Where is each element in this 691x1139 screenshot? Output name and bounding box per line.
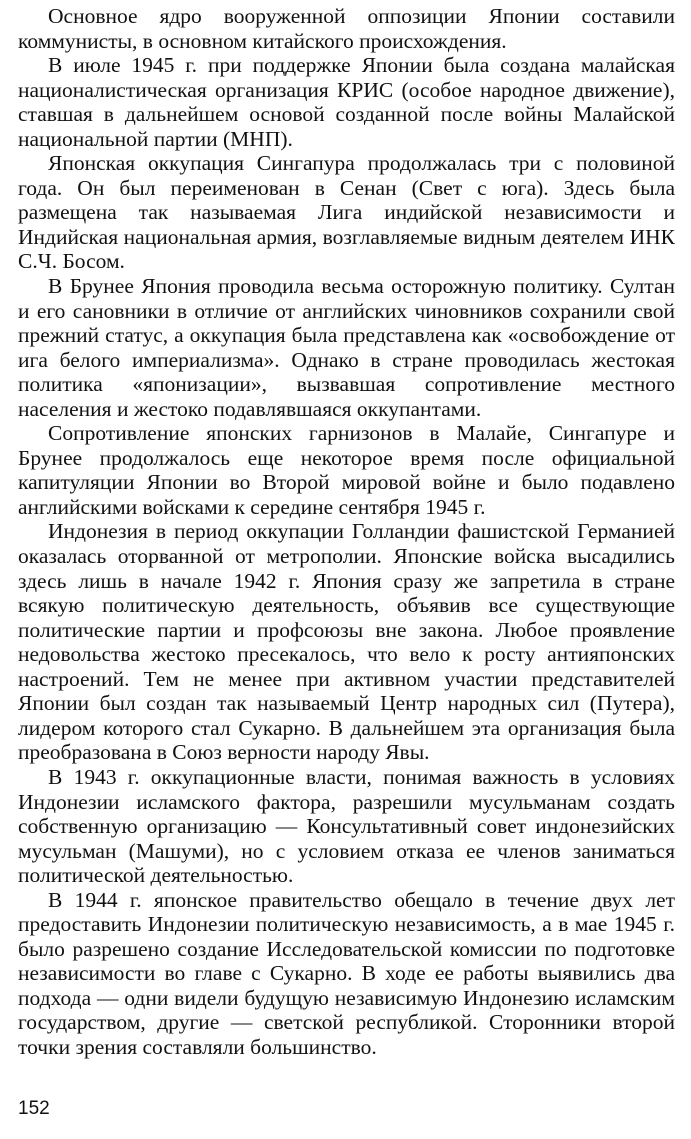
paragraph: Основное ядро вооруженной оппозиции Японии составили коммунисты, в основном китайского происхождения. — [18, 4, 675, 53]
paragraph: В 1944 г. японское правительство обещало в течение двух лет предоставить Индонезии политическую независимость, а в мае 1945 г. было разрешено создание Исследовательской комиссии по подготовке независимости во главе с Сукарно. В ходе ее работы выявились два подхода — одни видели будущую независимую Индонезию исламским государством, другие — светской республикой. Сторонники второй точки зрения составляли большинство. — [18, 887, 675, 1059]
page-number: 152 — [18, 1098, 50, 1119]
paragraph: Сопротивление японских гарнизонов в Малайе, Сингапуре и Брунее продолжалось еще некоторое время после официальной капитуляции Японии во Второй мировой войне и было подавлено английскими войсками к середине сентября 1945 г. — [18, 421, 675, 519]
paragraph: В Брунее Япония проводила весьма осторожную политику. Султан и его сановники в отличие от английских чиновников сохранили свой прежний статус, а оккупация была представлена как «освобождение от ига белого империализма». Однако в стране проводилась жестокая политика «японизации», вызвавшая сопротивление местного населения и жестоко подавлявшаяся оккупантами. — [18, 274, 675, 421]
paragraph: Индонезия в период оккупации Голландии фашистской Германией оказалась оторванной от метрополии. Японские войска высадились здесь лишь в начале 1942 г. Япония сразу же запретила в стране всякую политическую деятельность, объявив все существующие политические партии и профсоюзы вне закона. Любое проявление недовольства жестоко пресекалось, что вело к росту антияпонских настроений. Тем не менее при активном участии представителей Японии был создан так называемый Центр народных сил (Путера), лидером которого стал Сукарно. В дальнейшем эта организация была преобразована в Союз верности народу Явы. — [18, 519, 675, 765]
paragraph: В 1943 г. оккупационные власти, понимая важность в условиях Индонезии исламского фактора, разрешили мусульманам создать собственную организацию — Консультативный совет индонезийских мусульман (Машуми), но с условием отказа ее членов заниматься политической деятельностью. — [18, 764, 675, 888]
page-body — [18, 4, 675, 1060]
paragraph: Японская оккупация Сингапура продолжалась три с половиной года. Он был переименован в Сенан (Свет с юга). Здесь была размещена так называемая Лига индийской независимости и Индийская национальная армия, возглавляемые видным деятелем ИНК С.Ч. Босом. — [18, 151, 675, 274]
paragraph: В июле 1945 г. при поддержке Японии была создана малайская националистическая организация КРИС (особое народное движение), ставшая в дальнейшем основой созданной после войны Малайской национальной партии (МНП). — [18, 53, 675, 151]
